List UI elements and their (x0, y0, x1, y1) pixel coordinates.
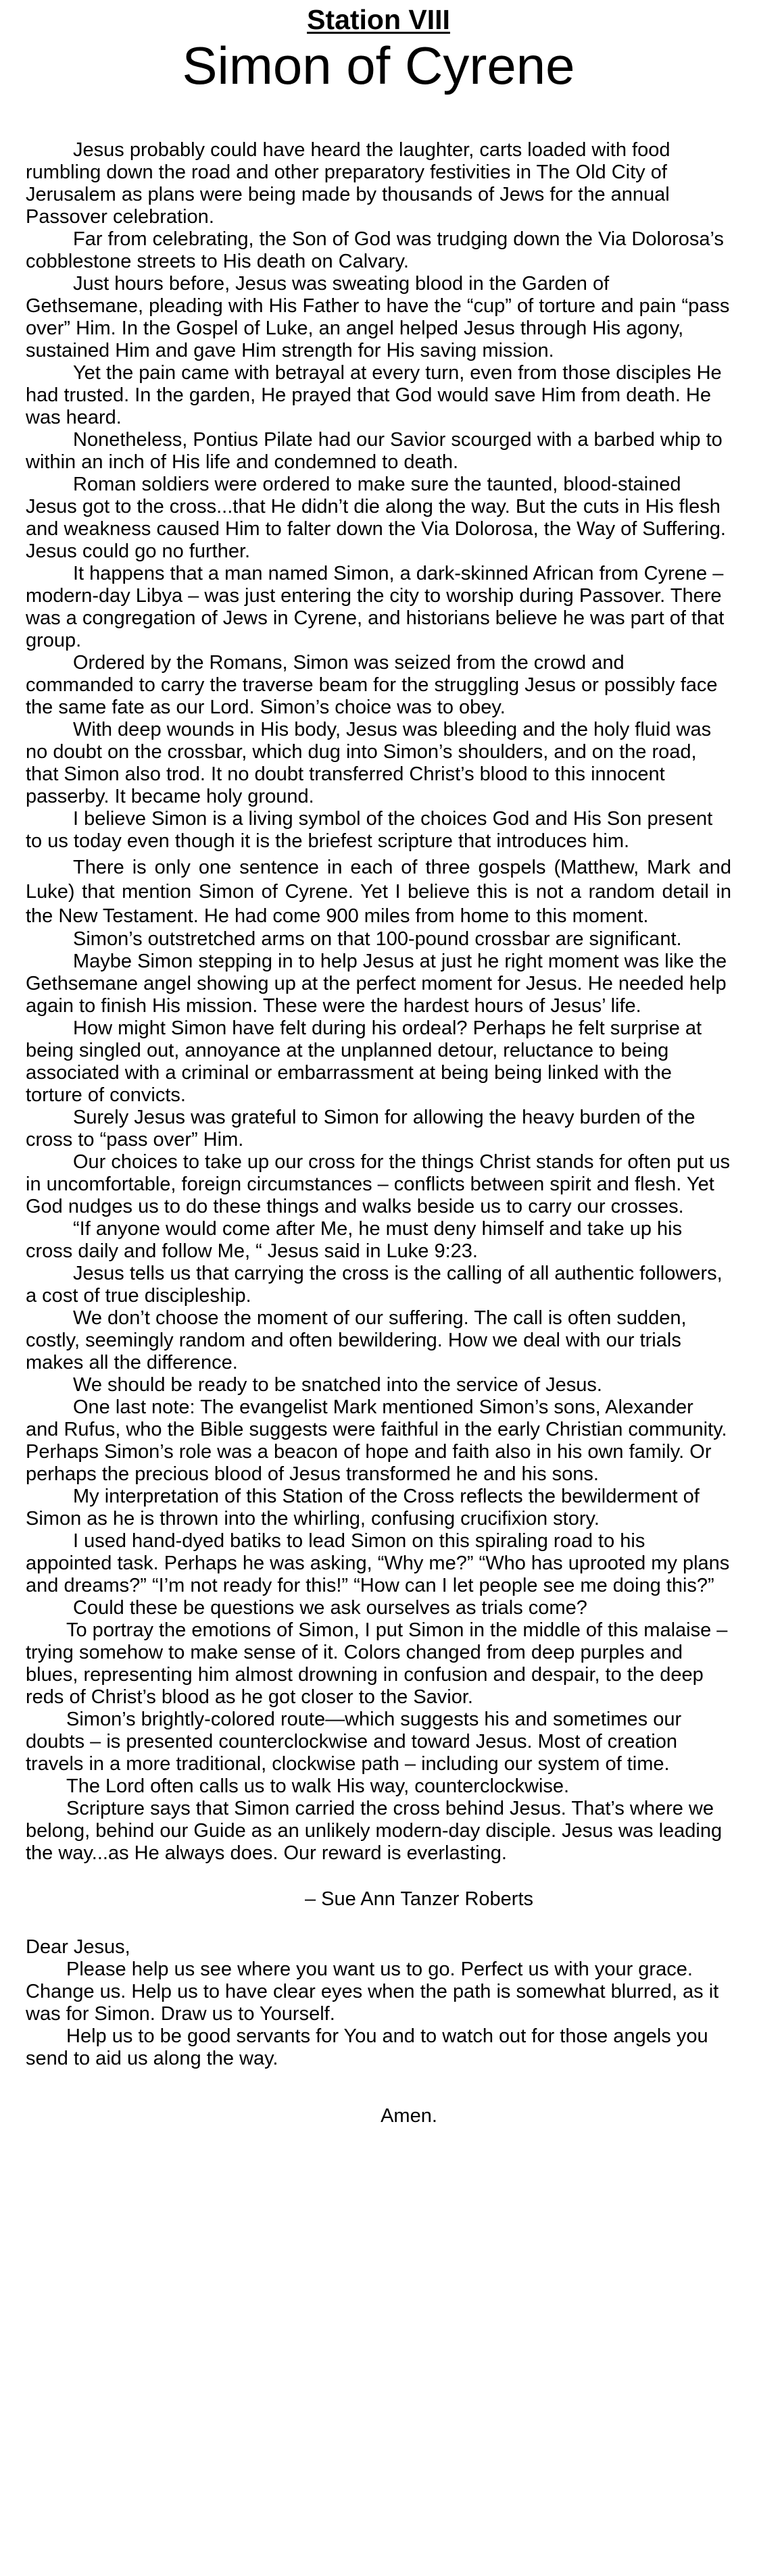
paragraph: Jesus probably could have heard the laughter, carts loaded with food rumbling down the road and other preparatory festivities in The Old City of Jerusalem as plans were being made by thousands of Jews for the annual Passover celebration. (26, 139, 670, 228)
paragraph: With deep wounds in His body, Jesus was bleeding and the holy fluid was no doubt on the crossbar, which dug into Simon’s shoulders, and on the road, that Simon also trod. It no doubt transferred Christ’s blood to this innocent passerby. It became holy ground. (26, 719, 712, 807)
prayer-paragraph: Please help us see where you want us to go. Perfect us with your grace. Change us. Help us to have clear eyes when the path is somewhat blurred, as it was for Simon. Draw us to Yourself. (26, 1959, 719, 2025)
paragraph: One last note: The evangelist Mark mentioned Simon’s sons, Alexander and Rufus, who the Bible suggests were faithful in the early Christian community. Perhaps Simon’s role was a beacon of hope and faith also in his own family. Or perhaps the precious blood of Jesus transformed he and his sons. (26, 1396, 727, 1485)
paragraph: Simon’s brightly-colored route—which suggests his and sometimes our doubts – is presented counterclockwise and toward Jesus. Most of creation travels in a more traditional, clockwise path – including our system of time. (26, 1709, 682, 1775)
paragraph: The Lord often calls us to walk His way, counterclockwise. (66, 1775, 570, 1797)
paragraph: We should be ready to be snatched into the service of Jesus. (73, 1374, 602, 1396)
prayer-closing: Amen. (381, 2105, 437, 2127)
paragraph: Far from celebrating, the Son of God was trudging down the Via Dolorosa’s cobblestone streets to His death on Calvary. (26, 228, 724, 272)
paragraph: It happens that a man named Simon, a dark-skinned African from Cyrene – modern-day Libya – was just entering the city to worship during Passover. There was a congregation of Jews in Cyrene, and historians believe he was part of that group. (26, 563, 725, 651)
paragraph: Roman soldiers were ordered to make sure the taunted, blood-stained Jesus got to the cross...that He didn’t die along the way. But the cuts in His flesh and weakness caused Him to falter down the Via Dolorosa, the Way of Suffering. Jesus could go no further. (26, 474, 726, 562)
paragraph: My interpretation of this Station of the Cross reflects the bewilderment of Simon as he is thrown into the whirling, confusing crucifixion story. (26, 1486, 700, 1530)
prayer-paragraph: Help us to be good servants for You and to watch out for those angels you send to aid us along the way. (26, 2025, 708, 2069)
prayer-section (26, 1936, 731, 2070)
paragraph: Surely Jesus was grateful to Simon for allowing the heavy burden of the cross to “pass over” Him. (26, 1107, 695, 1151)
paragraph: Scripture says that Simon carried the cross behind Jesus. That’s where we belong, behind our Guide as an unlikely modern-day disciple. Jesus was leading the way...as He always does. Our reward is everlasting. (26, 1798, 723, 1864)
paragraph: Ordered by the Romans, Simon was seized from the crowd and commanded to carry the traverse beam for the struggling Jesus or possibly face the same fate as our Lord. Simon’s choice was to obey. (26, 652, 718, 718)
paragraph: To portray the emotions of Simon, I put Simon in the middle of this malaise – trying somehow to make sense of it. Colors changed from deep purples and blues, representing him almost drowning in confusion and despair, to the deep reds of Christ’s blood as he got closer to the Savior. (26, 1619, 728, 1708)
paragraph: Simon’s outstretched arms on that 100-pound crossbar are significant. (73, 928, 682, 950)
paragraph: “If anyone would come after Me, he must deny himself and take up his cross daily and follow Me, “ Jesus said in Luke 9:23. (26, 1218, 683, 1262)
paragraph: Yet the pain came with betrayal at every turn, even from those disciples He had trusted. In the garden, He prayed that God would save Him from death. He was heard. (26, 362, 722, 428)
paragraph: There is only one sentence in each of three gospels (Matthew, Mark and Luke) that mention Simon of Cyrene. Yet I believe this is not a random detail in the New Testament. He had come 900 miles from home to this moment. (26, 857, 731, 927)
paragraph: I used hand-dyed batiks to lead Simon on this spiraling road to his appointed task. Perhaps he was asking, “Why me?” “Who has uprooted my plans and dreams?” “I’m not ready for this!” “How can I let people see me doing this?” (26, 1530, 730, 1596)
paragraph: Could these be questions we ask ourselves as trials come? (73, 1597, 587, 1619)
page-title: Simon of Cyrene (182, 36, 575, 95)
paragraph: How might Simon have felt during his ordeal? Perhaps he felt surprise at being singled out, annoyance at the unplanned detour, reluctance to being associated with a criminal or embarrassment at being being linked with the torture of convicts. (26, 1017, 702, 1106)
paragraph: Our choices to take up our cross for the things Christ stands for often put us in uncomfortable, foreign circumstances – conflicts between spirit and flesh. Yet God nudges us to do these things and walks beside us to carry our crosses. (26, 1151, 730, 1217)
paragraph: Just hours before, Jesus was sweating blood in the Garden of Gethsemane, pleading with His Father to have the “cup” of torture and pain “pass over” Him. In the Gospel of Luke, an angel helped Jesus through His agony, sustained Him and gave Him strength for His saving mission. (26, 273, 730, 361)
document-page (0, 4, 757, 2576)
paragraph: Jesus tells us that carrying the cross is the calling of all authentic followers, a cost of true discipleship. (26, 1263, 723, 1307)
prayer-salutation: Dear Jesus, (26, 1936, 130, 1958)
paragraph: Nonetheless, Pontius Pilate had our Savior scourged with a barbed whip to within an inch of His life and condemned to death. (26, 429, 723, 473)
paragraph: We don’t choose the moment of our suffering. The call is often sudden, costly, seemingly random and often bewildering. How we deal with our trials makes all the difference. (26, 1307, 687, 1373)
station-heading: Station VIII (307, 4, 450, 35)
author-attribution: – Sue Ann Tanzer Roberts (304, 1888, 534, 1910)
paragraph: Maybe Simon stepping in to help Jesus at just he right moment was like the Gethsemane angel showing up at the perfect moment for Jesus. He needed help again to finish His mission. These were the hardest hours of Jesus’ life. (26, 951, 727, 1017)
paragraph: I believe Simon is a living symbol of the choices God and His Son present to us today even though it is the briefest scripture that introduces him. (26, 808, 713, 852)
essay-body (26, 139, 731, 1865)
